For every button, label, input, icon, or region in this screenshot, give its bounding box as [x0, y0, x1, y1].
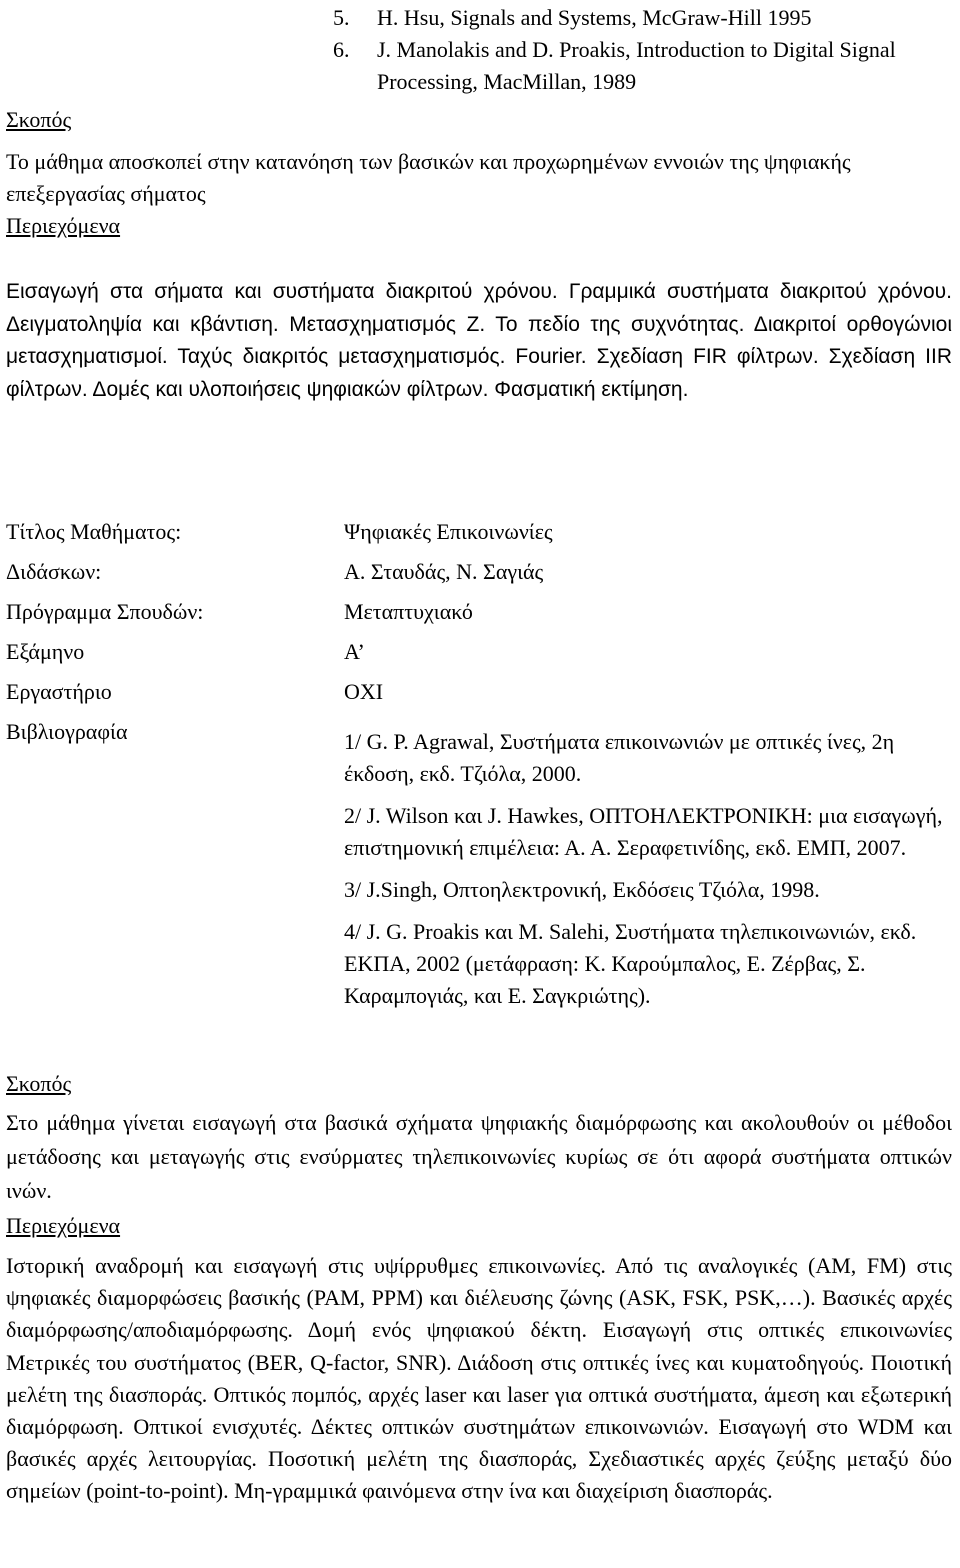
info-label: Βιβλιογραφία: [6, 719, 128, 744]
info-row-title: [6, 516, 952, 556]
info-label: Διδάσκων:: [6, 559, 102, 584]
info-row-instructor: [6, 556, 952, 596]
info-label: Πρόγραμμα Σπουδών:: [6, 599, 204, 624]
course2-info-table: [6, 516, 952, 756]
bibliography-list: [344, 726, 954, 1022]
reference-item: [333, 2, 953, 34]
info-value: Α’: [344, 639, 365, 664]
info-value: Ψηφιακές Επικοινωνίες: [344, 519, 553, 544]
course2-contents-text: Ιστορική αναδρομή και εισαγωγή στις υψίρρυθμες επικοινωνίες. Από τις αναλογικές (AM, FM) στις ψηφιακές διαμορφώσεις βασικής (PAM, PPM) και διέλευσης ζώνης (ASK, FSK, PSK,…). Βασικές αρχές διαμόρφωσης/αποδιαμόρφωσης. Δομή ενός ψηφιακού δέκτη. Εισαγωγή στις οπτικές επικοινωνίες Μετρικές του συστήματος (BER, Q-factor, SNR). Διάδοση στις οπτικές ίνες και κυματοδηγούς. Ποιοτική μελέτη της διασποράς. Οπτικός πομπός, αρχές laser και laser για οπτικά συστήματα, άμεση και εξωτερική διαμόρφωση. Οπτικοί ενισχυτές. Δέκτες οπτικών συστημάτων επικοινωνιών. Εισαγωγή στο WDM και βασικές αρχές λειτουργίας. Ποσοτική μελέτη της διασποράς, Σχεδιαστικές αρχές ζεύξης μεταξύ δύο σημείων (point-to-point). Μη-γραμμικά φαινόμενα στην ίνα και διαχείριση διασποράς.: [6, 1253, 952, 1504]
course1-aim-heading: Σκοπός: [6, 107, 72, 132]
bibliography-item: 2/ J. Wilson και J. Hawkes, ΟΠΤΟΗΛΕΚΤΡΟΝΙΚΗ: μια εισαγωγή, επιστημονική επιμέλεια: Α. Α. Σεραφετινίδης, εκδ. ΕΜΠ, 2007.: [344, 803, 943, 860]
info-value: ΟΧΙ: [344, 679, 384, 704]
info-value: Μεταπτυχιακό: [344, 599, 473, 624]
info-label: Εξάμηνο: [6, 639, 85, 664]
bibliography-item: 3/ J.Singh, Οπτοηλεκτρονική, Εκδόσεις Τζιόλα, 1998.: [344, 877, 820, 902]
info-label: Τίτλος Μαθήματος:: [6, 519, 182, 544]
course1-aim-text: Το μάθημα αποσκοπεί στην κατανόηση των βασικών και προχωρημένων εννοιών της ψηφιακής επεξεργασίας σήματος: [6, 149, 851, 206]
info-label: Εργαστήριο: [6, 679, 112, 704]
reference-number: 5.: [333, 5, 350, 30]
info-value: Α. Σταυδάς, Ν. Σαγιάς: [344, 559, 544, 584]
bibliography-item: 1/ G. P. Agrawal, Συστήματα επικοινωνιών με οπτικές ίνες, 2η έκδοση, εκδ. Τζιόλα, 2000.: [344, 729, 895, 786]
bibliography-item: 4/ J. G. Proakis και M. Salehi, Συστήματα τηλεπικοινωνιών, εκδ. ΕΚΠΑ, 2002 (μετάφραση: Κ. Καρούμπαλος, Ε. Ζέρβας, Σ. Καραμπογιάς, και Ε. Σαγκριώτης).: [344, 919, 917, 1008]
reference-text: H. Hsu, Signals and Systems, McGraw-Hill 1995: [377, 5, 812, 30]
reference-number: 6.: [333, 37, 350, 62]
info-row-lab: [6, 676, 952, 716]
course1-contents-text: Εισαγωγή στα σήματα και συστήματα διακριτού χρόνου. Γραμμικά συστήματα διακριτού χρόνου. Δειγματοληψία και κβάντιση. Μετασχηματισμός Ζ. Το πεδίο της συχνότητας. Διακριτοί ορθογώνιοι μετασχηματισμοί. Ταχύς διακριτός μετασχηματισμός. Fourier. Σχεδίαση FIR φίλτρων. Σχεδίαση IIR φίλτρων. Δομές και υλοποιήσεις ψηφιακών φίλτρων. Φασματική εκτίμηση.: [6, 280, 952, 401]
reference-text: J. Manolakis and D. Proakis, Introduction to Digital Signal Processing, MacMillan, 1989: [377, 37, 896, 94]
info-row-program: [6, 596, 952, 636]
course2-aim-heading: Σκοπός: [6, 1071, 72, 1096]
course1-contents-heading: Περιεχόμενα: [6, 213, 121, 238]
reference-list: [333, 2, 953, 98]
course2-contents-heading: Περιεχόμενα: [6, 1213, 121, 1238]
info-row-semester: [6, 636, 952, 676]
course2-aim-text: Στο μάθημα γίνεται εισαγωγή στα βασικά σχήματα ψηφιακής διαμόρφωσης και ακολουθούν οι μέθοδοι μετάδοσης και μεταγωγής στις ενσύρματες τηλεπικοινωνίες κυρίως σε ότι αφορά συστήματα οπτικών ινών.: [6, 1110, 952, 1203]
reference-item: [333, 34, 953, 98]
